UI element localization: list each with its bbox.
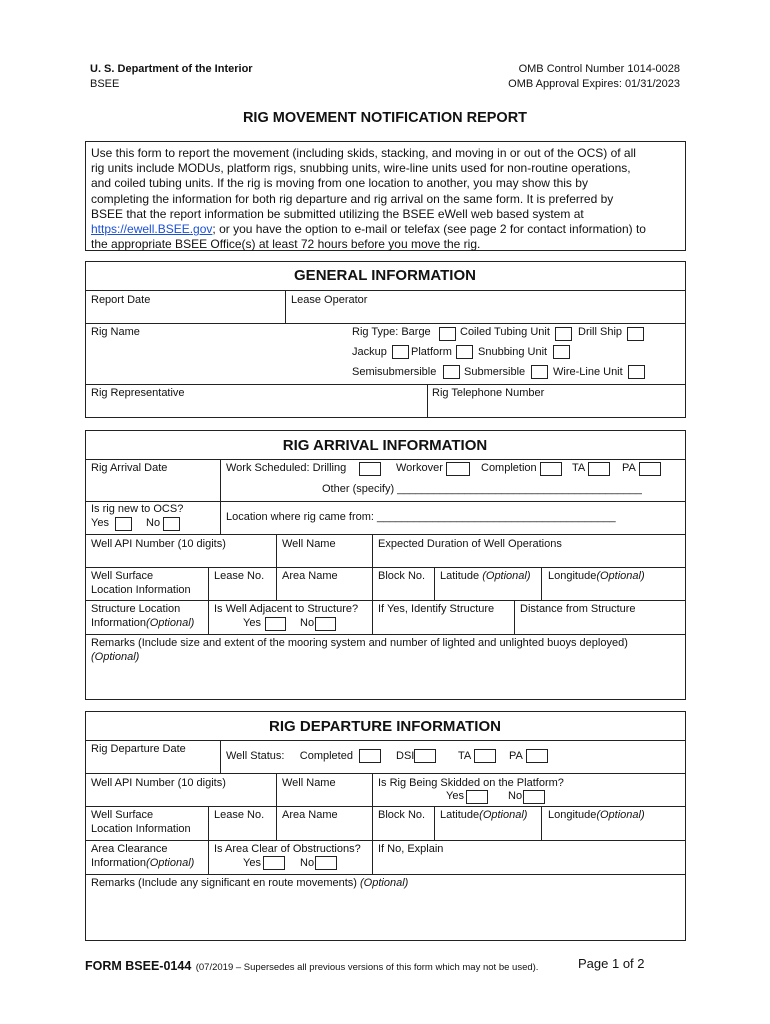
arrival-block-no-field[interactable]: Block No. [378,570,426,582]
adjacent-yes-checkbox[interactable] [265,617,286,631]
new-to-ocs-no-checkbox[interactable] [163,517,180,531]
completion-label: Completion [481,462,537,474]
rig-skidded-label: Is Rig Being Skidded on the Platform? [378,777,564,789]
arrival-well-name-field[interactable]: Well Name [282,538,336,550]
drilling-checkbox[interactable] [359,462,381,476]
jackup-label: Jackup [352,346,387,358]
arrival-remarks-optional: (Optional) [91,651,140,663]
page-number: Page 1 of 2 [578,956,645,971]
jackup-checkbox[interactable] [392,345,409,359]
departure-well-surface-label: Well Surface [91,809,154,821]
rig-representative-field[interactable]: Rig Representative [91,387,185,399]
clear-yes-checkbox[interactable] [263,856,285,870]
completion-checkbox[interactable] [540,462,562,476]
report-date-field[interactable]: Report Date [91,294,151,306]
form-number: FORM BSEE-0144 [85,959,192,973]
ta-label: TA [572,462,586,474]
dsi-label: DSI [396,750,415,762]
arrival-area-name-field[interactable]: Area Name [282,570,338,582]
omb-control-number: OMB Control Number 1014-0028 [518,63,680,75]
came-from-field[interactable]: Location where rig came from: _______________________________________ [226,511,616,523]
form-footer [85,957,538,975]
instruction-line: BSEE that the report information be submitted utilizing the BSEE eWell web based system at [91,206,584,221]
new-to-ocs-label: Is rig new to OCS? [91,503,184,515]
structure-info-label: Information(Optional) [91,617,195,629]
longitude-label: Longitude [548,809,597,821]
bureau-name: BSEE [90,78,120,90]
explain-field[interactable]: If No, Explain [378,843,444,855]
platform-checkbox[interactable] [456,345,473,359]
structure-location-label: Structure Location [91,603,181,615]
departure-block-no-field[interactable]: Block No. [378,809,426,821]
coiled-tubing-label: Coiled Tubing Unit [460,326,550,338]
departure-well-api-field[interactable]: Well API Number (10 digits) [91,777,226,789]
wire-line-unit-label: Wire-Line Unit [553,366,623,378]
skidded-no-checkbox[interactable] [523,790,545,804]
work-scheduled-drilling-label: Work Scheduled: Drilling [226,462,347,474]
identify-structure-field[interactable]: If Yes, Identify Structure [378,603,495,615]
new-to-ocs-yes-label: Yes [91,517,109,529]
adjacent-no-label: No [300,617,315,629]
instructions-text [91,146,646,252]
adjacent-structure-label: Is Well Adjacent to Structure? [214,603,359,615]
arrival-location-info-label: Location Information [91,584,191,596]
optional-label: (Optional) [596,809,645,821]
drill-ship-label: Drill Ship [578,326,623,338]
area-clearance-info-label: Information(Optional) [91,857,195,869]
coiled-tubing-checkbox[interactable] [555,327,572,341]
distance-from-structure-field[interactable]: Distance from Structure [520,603,636,615]
other-specify-field[interactable]: Other (specify) ________________________________________ [322,483,642,495]
rig-arrival-title: RIG ARRIVAL INFORMATION [282,437,488,454]
general-information-title: GENERAL INFORMATION [294,267,476,284]
arrival-latitude-field[interactable] [440,570,531,582]
dsi-checkbox[interactable] [414,749,436,763]
snubbing-unit-label: Snubbing Unit [478,346,548,358]
form-version-note: (07/2019 – Supersedes all previous versions of this form which may not be used). [195,962,539,973]
optional-label: (Optional) [482,570,531,582]
optional-label: (Optional) [479,809,528,821]
departure-ta-checkbox[interactable] [474,749,496,763]
lease-operator-field[interactable]: Lease Operator [291,294,368,306]
clear-no-label: No [300,857,315,869]
instruction-line: Use this form to report the movement (including skids, stacking, and moving in or out of the OCS) of all [91,146,636,160]
skidded-yes-label: Yes [446,790,464,802]
agency-name: U. S. Department of the Interior [90,63,253,75]
new-to-ocs-no-label: No [146,517,161,529]
rig-departure-date-field[interactable]: Rig Departure Date [91,743,186,755]
instruction-line: rig units include MODUs, platform rigs, snubbing units, wire-line units used for non-routine operations, [91,161,631,176]
arrival-well-api-field[interactable]: Well API Number (10 digits) [91,538,226,550]
instruction-line: ; or you have the option to e-mail or telefax (see page 2 for contact information) to [212,222,646,237]
rig-telephone-field[interactable]: Rig Telephone Number [432,387,545,399]
adjacent-no-checkbox[interactable] [315,617,336,631]
departure-longitude-field[interactable] [548,809,645,821]
omb-expiration: OMB Approval Expires: 01/31/2023 [508,78,680,90]
instruction-line: and coiled tubing units. If the rig is moving from one location to another, you may show this by [91,176,588,191]
semisubmersible-label: Semisubmersible [352,366,437,378]
instruction-line: completing the information for both rig departure and rig arrival on the same form. It is preferred by [91,191,614,206]
barge-checkbox[interactable] [439,327,456,341]
platform-label: Platform [411,346,452,358]
workover-checkbox[interactable] [446,462,470,476]
pa-checkbox[interactable] [639,462,661,476]
departure-lease-no-field[interactable]: Lease No. [214,809,265,821]
instruction-line: the appropriate BSEE Office(s) at least 72 hours before you move the rig. [91,237,481,252]
new-to-ocs-yes-checkbox[interactable] [115,517,132,531]
departure-remarks-field[interactable]: Remarks (Include any significant en route movements) (Optional) [91,877,409,889]
optional-label: (Optional) [596,570,645,582]
arrival-lease-no-field[interactable]: Lease No. [214,570,265,582]
snubbing-unit-checkbox[interactable] [553,345,570,359]
clear-yes-label: Yes [243,857,261,869]
departure-location-info-label: Location Information [91,823,191,835]
arrival-well-surface-label: Well Surface [91,570,154,582]
expected-duration-field[interactable]: Expected Duration of Well Operations [378,538,562,550]
rig-arrival-date-field[interactable]: Rig Arrival Date [91,462,168,474]
workover-label: Workover [396,462,443,474]
area-clearance-label: Area Clearance [91,843,168,855]
well-status-completed-label: Well Status: Completed [226,750,353,762]
ta-checkbox[interactable] [588,462,610,476]
arrival-remarks-field[interactable]: Remarks (Include size and extent of the mooring system and number of lighted and unlighted buoys deployed) [91,637,628,649]
departure-ta-label: TA [458,750,472,762]
skidded-no-label: No [508,790,523,802]
rig-type-barge-label: Rig Type: Barge [352,326,431,338]
rig-departure-title: RIG DEPARTURE INFORMATION [269,718,501,735]
departure-pa-label: PA [509,750,523,762]
ewell-link[interactable]: https://ewell.BSEE.gov [91,222,213,237]
arrival-longitude-field[interactable] [548,570,645,582]
latitude-label: Latitude [440,809,480,821]
rig-name-field[interactable]: Rig Name [91,326,140,338]
departure-well-name-field[interactable]: Well Name [282,777,336,789]
drill-ship-checkbox[interactable] [627,327,644,341]
latitude-label: Latitude [440,570,480,582]
clear-no-checkbox[interactable] [315,856,337,870]
area-clear-label: Is Area Clear of Obstructions? [214,843,361,855]
wire-line-unit-checkbox[interactable] [628,365,645,379]
submersible-checkbox[interactable] [531,365,548,379]
departure-area-name-field[interactable]: Area Name [282,809,338,821]
page-title: RIG MOVEMENT NOTIFICATION REPORT [242,110,528,126]
departure-latitude-field[interactable] [440,809,527,821]
semisubmersible-checkbox[interactable] [443,365,460,379]
completed-checkbox[interactable] [359,749,381,763]
skidded-yes-checkbox[interactable] [466,790,488,804]
departure-pa-checkbox[interactable] [526,749,548,763]
adjacent-yes-label: Yes [243,617,261,629]
pa-label: PA [622,462,636,474]
longitude-label: Longitude [548,570,597,582]
submersible-label: Submersible [464,366,526,378]
